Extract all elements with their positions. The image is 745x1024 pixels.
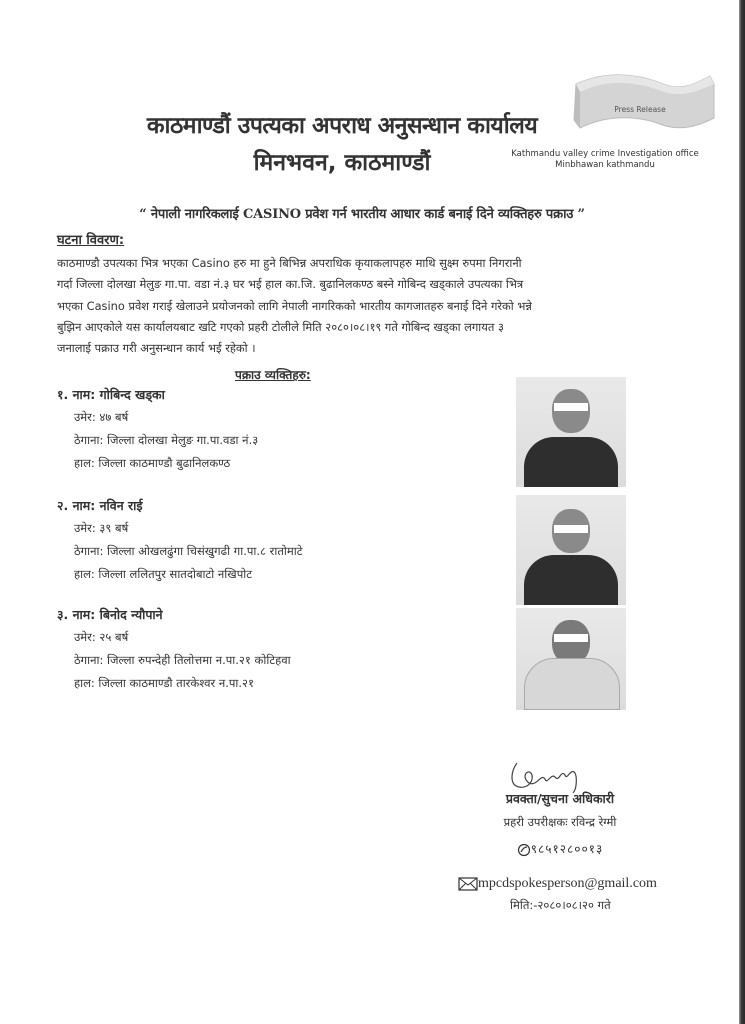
office-location-en: Minbhawan kathmandu (555, 160, 655, 170)
arrested-persons-label: पक्राउ व्यक्तिहरु: (235, 368, 311, 382)
press-release-label: Press Release (614, 105, 666, 114)
eye-censor-bar (554, 525, 588, 533)
person-name: ३. नाम: बिनोद न्यौपाने (57, 607, 163, 622)
person-name: १. नाम: गोबिन्द खड्का (57, 387, 165, 402)
photo-torso (524, 437, 618, 487)
person-address: ठेगाना: जिल्ला रुपन्देही तिलोत्तमा न.पा.२१ कोटिहवा (74, 653, 291, 667)
release-date: मिति:-२०८०।०८।२० गते (510, 898, 611, 912)
arrested-person-2 (57, 497, 303, 586)
photo-person-1 (516, 377, 626, 487)
phone-line (440, 840, 680, 857)
arrested-person-3 (57, 606, 291, 695)
incident-line: बुझिन आएकोले यस कार्यालयबाट खटि गएको प्रहरी टोलीले मिति २०८०।०८।१९ गते गोबिन्द खड्का लगायत ३ (57, 319, 504, 334)
office-name-english (485, 149, 725, 171)
incident-description (57, 253, 677, 359)
incident-line: भएका Casino प्रवेश गराई खेलाउने प्रयोजनको लागि नेपाली नागरिकको भारतीय कागजातहरु बनाई दिने गरेको भन्ने (57, 298, 532, 313)
scan-edge (739, 0, 745, 1024)
incident-line: काठमाण्डौ उपत्यका भित्र भएका Casino हरु मा हुने बिभिन्न अपराधिक कृयाकलापहरु माथि सुक्ष्म रुपमा निगरानी (57, 256, 522, 270)
arrested-person-1 (57, 386, 258, 475)
person-current-address: हाल: जिल्ला काठमाण्डौ तारकेश्वर न.पा.२१ (74, 676, 255, 690)
phone-number[interactable]: ९८५१२८००१३ (530, 842, 604, 856)
eye-censor-bar (554, 634, 588, 642)
email-line (458, 876, 657, 892)
person-address: ठेगाना: जिल्ला ओखलढुंगा चिसंखुगढी गा.पा.८ रातोमाटे (74, 544, 303, 558)
incident-line: गर्दा जिल्ला दोलखा मेलुङ गा.पा. वडा नं.३ घर भई हाल का.जि. बुढानिलकण्ठ बस्ने गोबिन्द खड्काले उपत्यका भित्र (57, 277, 524, 292)
person-name: २. नाम: नविन राई (57, 498, 143, 513)
signatory-name: प्रहरी उपरीक्षकः रविन्द्र रेग्मी (503, 815, 617, 829)
photo-person-3 (516, 608, 626, 710)
person-age: उमेर: २५ बर्ष (74, 630, 129, 644)
person-address: ठेगाना: जिल्ला दोलखा मेलुङ गा.पा.वडा नं.३ (74, 433, 259, 447)
person-current-address: हाल: जिल्ला काठमाण्डौ बुढानिलकण्ठ (74, 456, 231, 470)
phone-icon (517, 843, 531, 857)
photo-torso (524, 555, 618, 605)
photo-head (552, 389, 590, 433)
signatory-block (440, 790, 680, 857)
incident-line: जनालाई पक्राउ गरी अनुसन्धान कार्य भई रहेको । (57, 341, 256, 356)
incident-label: घटना विवरण: (57, 233, 125, 248)
email-address[interactable]: mpcdspokesperson@gmail.com (478, 876, 657, 891)
photo-torso (524, 658, 620, 710)
photo-person-2 (516, 495, 626, 605)
press-release-ribbon-graphic (568, 70, 718, 135)
signatory-title: प्रवक्ता/सुचना अधिकारी (505, 791, 615, 806)
office-location-nepali: मिनभवन, काठमाण्डौं (253, 150, 431, 176)
office-name-nepali: काठमाण्डौं उपत्यका अपराध अनुसन्धान कार्यालय (146, 113, 538, 139)
person-age: उमेर: ३९ बर्ष (74, 521, 129, 535)
person-age: उमेर: ४७ बर्ष (74, 410, 129, 424)
envelope-icon (458, 877, 478, 891)
office-name-en: Kathmandu valley crime Investigation office (511, 149, 699, 159)
person-current-address: हाल: जिल्ला ललितपुर सातदोबाटो नखिपोट (74, 567, 252, 581)
eye-censor-bar (554, 403, 588, 411)
headline: “ नेपाली नागरिकलाई CASINO प्रवेश गर्न भारतीय आधार कार्ड बनाई दिने व्यक्तिहरु पक्राउ ” (139, 207, 585, 222)
